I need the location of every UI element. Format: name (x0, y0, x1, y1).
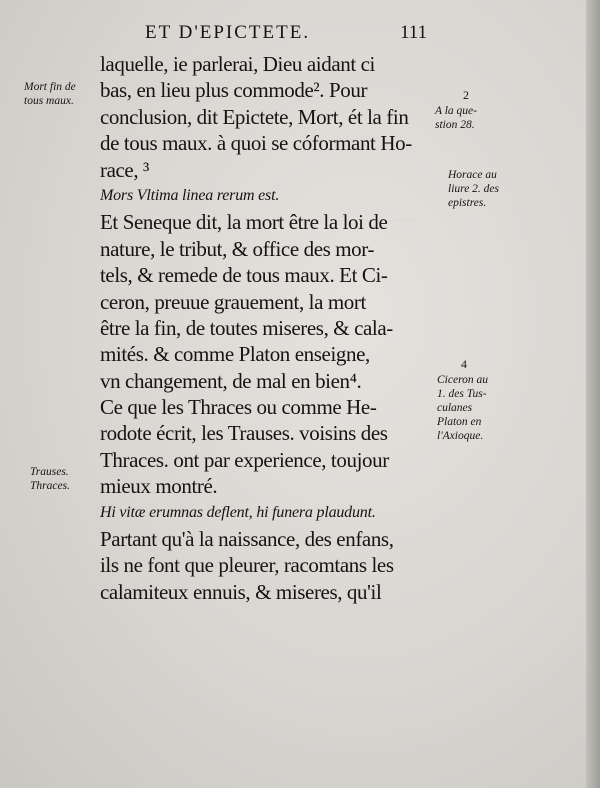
text-line: vn changement, de mal en bien⁴. (100, 368, 362, 393)
page-header (0, 22, 600, 46)
text-line: mieux montré. (100, 474, 218, 499)
margin-note-line: epistres. (448, 197, 487, 209)
text-line: tels, & remede de tous maux. Et Ci- (100, 263, 388, 288)
margin-note-line: Thraces. (30, 480, 70, 492)
margin-note-line: Trauses. (30, 466, 69, 478)
margin-note-line: stion 28. (435, 119, 475, 131)
margin-note-line: l'Axioque. (437, 430, 484, 442)
note-marker-4: 4 (461, 357, 467, 371)
text-line: ils ne font que pleurer, racomtans les (100, 553, 394, 578)
margin-note-line: culanes (437, 402, 473, 414)
quotation-line: Mors Vltima linea rerum est. (100, 186, 280, 204)
text-line: Ce que les Thraces ou comme He- (100, 395, 377, 420)
main-text-block (100, 51, 445, 605)
text-line: Partant qu'à la naissance, des enfans, (100, 527, 394, 552)
margin-note-line: Mort fin de (24, 81, 76, 93)
margin-note-line: 1. des Tus- (437, 388, 487, 400)
margin-note-line: Ciceron au (437, 374, 488, 386)
running-head: ET D'EPICTETE. (145, 22, 311, 43)
margin-note-mort-fin (24, 80, 76, 108)
page-number: 111 (400, 22, 428, 43)
text-line: rodote écrit, les Trauses. voisins des (100, 421, 388, 446)
margin-note-line: liure 2. des (448, 183, 499, 195)
text-line: de tous maux. à quoi se cóformant Ho- (100, 131, 412, 156)
text-line: Thraces. ont par experience, toujour (100, 447, 389, 472)
margin-note-line: Horace au (448, 169, 497, 181)
margin-note-line: A la que- (435, 105, 477, 117)
text-line: mités. & comme Platon enseigne, (100, 342, 370, 367)
text-line: laquelle, ie parlerai, Dieu aidant ci (100, 52, 375, 76)
page-edge-shadow (586, 0, 600, 788)
text-line: nature, le tribut, & office des mor- (100, 236, 375, 261)
text-line: race, ³ (100, 157, 149, 182)
text-line: calamiteux ennuis, & miseres, qu'il (100, 579, 382, 604)
text-line: ceron, preuue grauement, la mort (100, 289, 366, 314)
margin-note-line: Platon en (437, 416, 482, 428)
text-line: conclusion, dit Epictete, Mort, ét la fin (100, 104, 409, 129)
text-line: Et Seneque dit, la mort être la loi de (100, 210, 388, 235)
margin-note-horace (448, 168, 499, 210)
text-line: être la fin, de toutes miseres, & cala- (100, 315, 393, 340)
quotation-line: Hi vitæ erumnas deflent, hi funera plaudunt. (100, 503, 376, 521)
note-marker-2: 2 (463, 88, 469, 102)
margin-note-trauses (30, 465, 70, 493)
margin-note-line: tous maux. (24, 95, 74, 107)
text-line: bas, en lieu plus commode². Pour (100, 78, 368, 103)
